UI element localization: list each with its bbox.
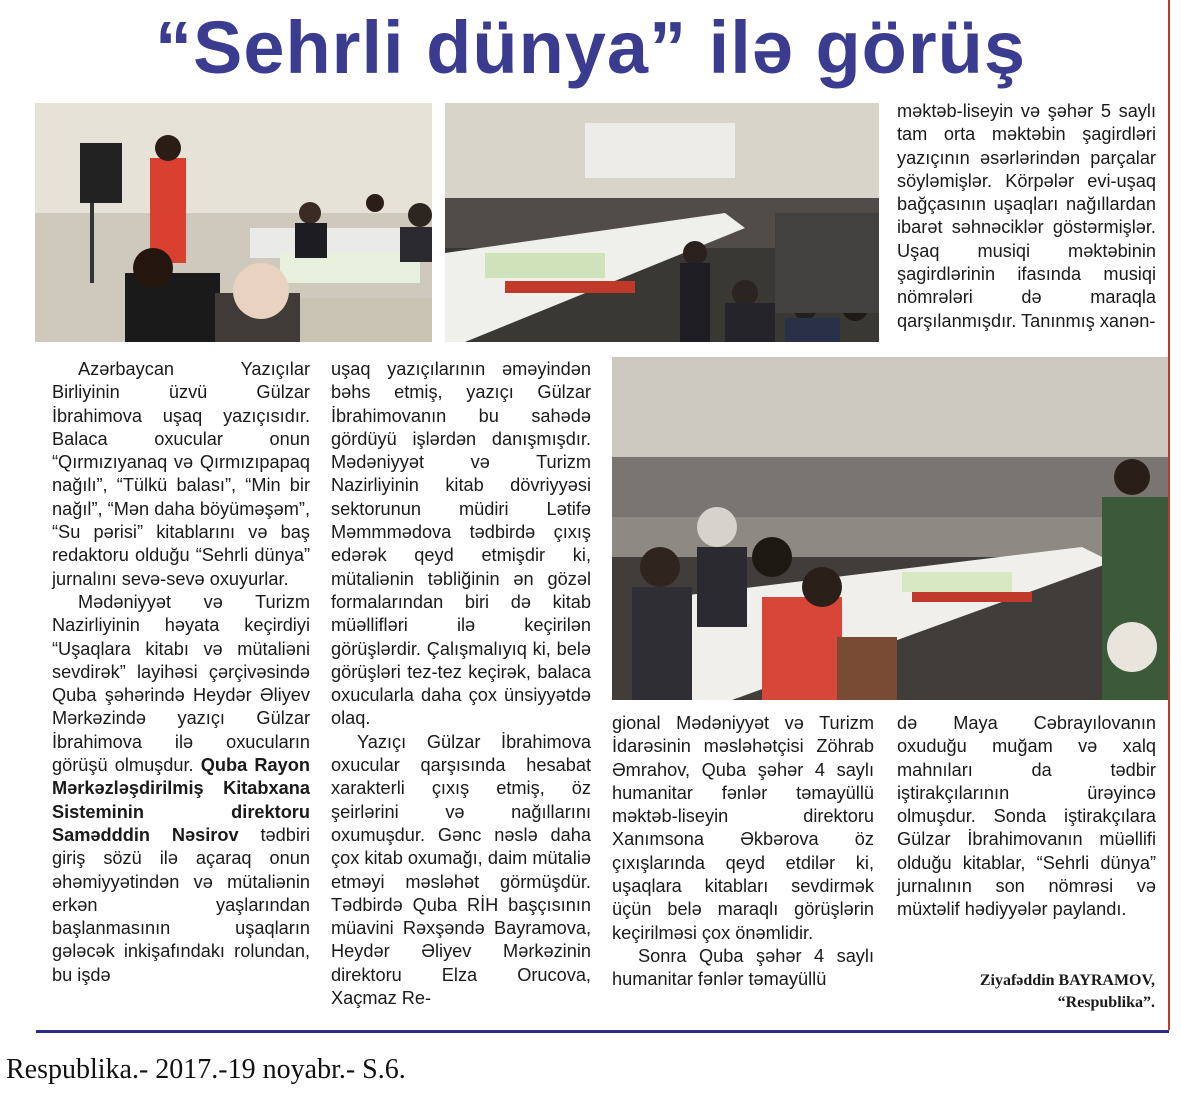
paragraph-text: tədbiri giriş sözü ilə açaraq onun əhəmiyyətindən və mütaliənin erkən yaşlarından başlanmasının uşaqların gələcək inkişafındakı rolundan, bu işdə [52, 824, 310, 985]
photo-speaker-at-table [35, 103, 432, 342]
source-citation: Respublika.- 2017.-19 noyabr.- S.6. [6, 1054, 406, 1085]
article-headline: “Sehrli dünya” ilə görüş [154, 6, 1027, 89]
paragraph [52, 591, 310, 987]
author-name: Ziyafəddin BAYRAMOV, [979, 972, 1155, 989]
photo-performer-audience [612, 357, 1168, 700]
bottom-divider-rule [36, 1030, 1169, 1033]
column-1 [52, 358, 310, 987]
director-name-bold: Quba Rayon Mərkəzləşdirilmiş Kitabxana Sisteminin direktoru Samədddin Nəsirov [52, 755, 310, 845]
paragraph: Sonra Quba şəhər 4 saylı humanitar fənlər təmayüllü [612, 945, 874, 990]
column-3 [612, 712, 874, 992]
author-signature [905, 970, 1155, 1014]
paragraph: də Maya Cəbrayılovanın oxuduğu muğam və xalq mahnıları da tədbir iştirakçılarının ürəyincə olmuşdur. Sonda iştirakçılara Gülzar İbrahimovanın müəllifi olduğu kitablar, “Sehrli dünya” jurnalının son nömrəsi və müxtəlif hədiyyələr paylandı. [897, 713, 1156, 920]
column-2 [331, 358, 591, 1010]
paragraph: uşaq yazıçılarının əməyindən bəhs etmiş, yazıçı Gülzar İbrahimovanın bu sahədə gördüyü işlərdən danışmışdır. Mədəniyyət və Turizm Nazirliyinin kitab dövriyyəsi sektorunun müdiri Lətifə Məmmmədova tədbirdə çıxış edərək qeyd etmişdir ki, mütaliənin təbliğinin ən gözəl formalarından biri də kitab müəllifləri ilə keçirilən görüşlərdir. Çalışmalıyıq ki, belə görüşləri tez-tez keçirək, balaca oxucularla daha çox ünsiyyətdə olaq. [331, 359, 591, 729]
newspaper-name: “Respublika”. [1057, 994, 1155, 1011]
photo-audience-hall [445, 103, 879, 342]
column-right-top [897, 100, 1156, 333]
column-4 [897, 712, 1156, 922]
paragraph: məktəb-liseyin və şəhər 5 saylı tam orta məktəbin şagirdləri yazıçının əsərlərindən parçalar söyləmişlər. Körpələr evi-uşaq bağçasının uşaqları nağıllardan ibarət səhnəciklər göstərmişlər. Uşaq musiqi məktəbinin şagirdlərinin ifasında musiqi nömrələri də maraqla qarşılanmışdır. Tanınmış xanən- [897, 101, 1156, 331]
right-divider-rule [1168, 0, 1170, 1030]
paragraph: Azərbaycan Yazıçılar Birliyinin üzvü Gülzar İbrahimova uşaq yazıçısıdır. Balaca oxucular onun “Qırmızıyanaq və Qırmızıpapaq nağılı”, “Tülkü balası”, “Min bir nağıl”, “Mən daha böyüməşəm”, “Su pərisi” kitablarını və baş redaktoru olduğu “Sehrli dünya” jurnalını sevə-sevə oxuyurlar. [52, 359, 310, 589]
paragraph: Yazıçı Gülzar İbrahimova oxucular qarşısında hesabat xarakterli çıxış etmiş, öz şeirlərini və nağıllarını oxumuşdur. Gənc nəslə daha çox kitab oxumağı, daim mütaliə etməyi məsləhət görmüşdür. Tədbirdə Quba RİH başçısının müavini Rəxşəndə Bayramova, Heydər Əliyev Mərkəzinin direktoru Elza Orucova, Xaçmaz Re- [331, 731, 591, 1009]
paragraph: gional Mədəniyyət və Turizm İdarəsinin məsləhətçisi Zöhrab Əmrahov, Quba şəhər 4 saylı humanitar fənlər təmayüllü məktəb-liseyin direktoru Xanımsona Əkbərova öz çıxışlarında qeyd etdilər ki, uşaqlara kitabları sevdirmək üçün belə maraqlı görüşlərin keçirilməsi çox önəmlidir. [612, 713, 874, 943]
paragraph-text: Mədəniyyət və Turizm Nazirliyinin həyata keçirdiyi “Uşaqlara kitabı və mütaliəni sevdirək” layihəsi çərçivəsində Quba şəhərində Heydər Əliyev Mərkəzində yazıçı Gülzar İbrahimova ilə oxucuların görüşü olmuşdur. [52, 591, 310, 776]
